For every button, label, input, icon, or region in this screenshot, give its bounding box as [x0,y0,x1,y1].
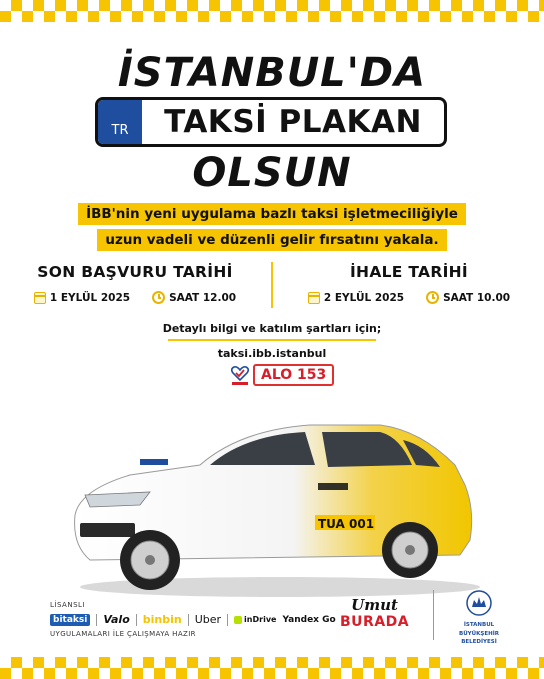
calendar-icon [34,292,46,304]
auction-details [274,291,544,304]
brand-separator [136,614,137,626]
ibb-emblem-icon [466,590,492,616]
heart-check-icon [230,364,250,386]
auction-time-item [426,291,510,304]
brand-yandex-logo: Yandex Go [282,614,336,625]
ibb-line2: BÜYÜKŞEHİR [459,630,499,637]
promo-line2: uzun vadeli ve düzenli gelir fırsatını yakala. [97,229,446,251]
brand-indrive-logo [234,615,276,624]
hotline-badge[interactable] [230,364,334,386]
brand-valo-logo: Valo [103,613,130,626]
brand-indrive-text: inDrive [244,615,277,624]
indrive-icon [234,616,242,624]
headline-line1: İSTANBUL'DA [117,50,427,96]
promo-line1-row [0,203,544,225]
licensed-apps-section [50,601,336,638]
calendar-icon [308,292,320,304]
promo-line2-row [0,229,544,251]
deadline-details [0,291,270,304]
umut-burada-logo [340,596,409,630]
brand-separator [188,614,189,626]
promo-line1: İBB'nin yeni uygulama bazlı taksi işletmeciliğiyle [78,203,466,225]
taxi-car-image [60,395,480,600]
brand-bitaksi-logo: bitaksi [50,614,90,626]
info-text: Detaylı bilgi ve katılım şartları için; [162,322,382,335]
auction-time: SAAT 10.00 [443,291,511,304]
auction-date: 2 EYLÜL 2025 [323,291,405,304]
car-plate-text: TUA 001 [318,517,375,531]
licensed-label: LİSANSLI [50,601,85,609]
deadline-time: SAAT 12.00 [169,291,237,304]
brand-uber-logo: Uber [194,613,222,626]
checker-border-top [0,0,544,22]
section-divider [271,262,273,308]
ibb-logo-block [447,590,511,646]
info-url[interactable]: taksi.ibb.istanbul [217,347,327,360]
clock-icon [152,291,165,304]
ibb-line3: BELEDİYESİ [461,639,497,646]
license-plate-graphic [95,97,447,147]
auction-date-item [308,291,404,304]
info-underline [168,339,376,341]
ibb-line1: İSTANBUL [463,622,495,628]
slogan-line1: Umut [351,596,398,614]
deadline-title: SON BAŞVURU TARİHİ [37,263,233,281]
deadline-date-item [34,291,130,304]
plate-country-code: TR [98,100,142,144]
checker-border-bottom [0,657,544,679]
brand-separator [227,614,228,626]
clock-icon [426,291,439,304]
headline-line3: OLSUN [192,150,352,196]
deadline-date: 1 EYLÜL 2025 [49,291,131,304]
brand-list [50,613,336,626]
hotline-number[interactable]: ALO 153 [253,364,334,386]
auction-title: İHALE TARİHİ [349,263,468,281]
brand-separator [96,614,97,626]
slogan-line2: BURADA [340,614,410,630]
plate-headline-text: TAKSİ PLAKAN [164,104,422,140]
footer-divider [433,590,434,640]
brand-binbin-logo: binbin [142,613,182,626]
deadline-time-item [152,291,236,304]
deadline-section [0,263,270,304]
ready-text: UYGULAMALARI İLE ÇALIŞMAYA HAZIR [50,630,196,638]
auction-section [274,263,544,304]
